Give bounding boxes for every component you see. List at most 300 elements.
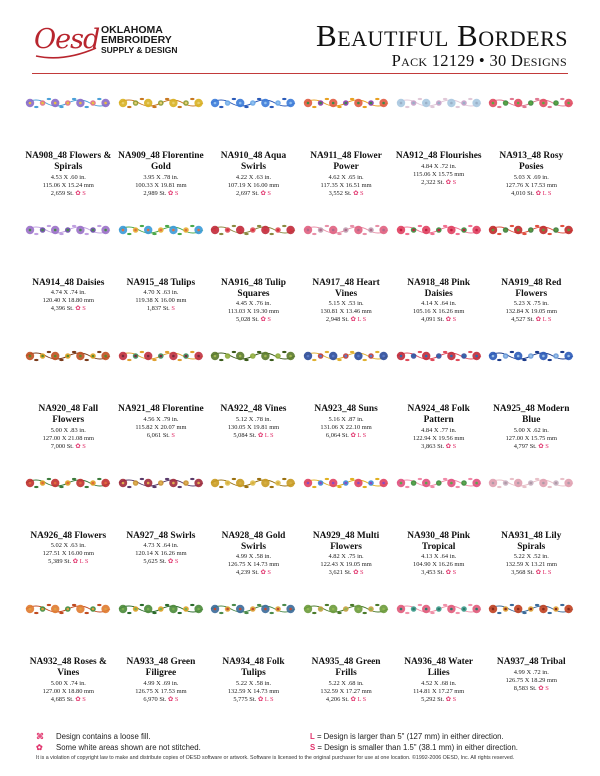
design-name [115, 404, 208, 440]
design-title: NA916_48 Tulip Squares [221, 277, 286, 299]
design-stitch-line [487, 190, 576, 198]
design-size-in: 4.45 X .76 in. [235, 300, 272, 307]
design-card [392, 475, 485, 602]
loose-fill-icon: ⌘ [36, 732, 44, 741]
design-size-mm: 132.59 X 14.73 mm [227, 687, 280, 695]
design-card [392, 95, 485, 222]
design-name [207, 531, 300, 578]
design-size-in: 4.53 X .60 in. [50, 173, 86, 181]
design-name [207, 278, 300, 325]
design-specs [302, 553, 391, 578]
design-flags: ✿ S [75, 442, 86, 450]
design-title: NA937_48 Tribal [496, 657, 566, 667]
design-card [300, 95, 393, 222]
design-stitch-line [394, 316, 483, 324]
design-name [392, 404, 485, 451]
design-flags: ✿ L S [535, 316, 552, 324]
design-stitches: 4,206 St. [325, 695, 349, 703]
design-name [115, 657, 208, 704]
legend-white-text: Some white areas shown are not stitched. [56, 743, 201, 752]
design-stitch-line [302, 696, 391, 704]
design-card [22, 348, 115, 475]
border-preview-icon [303, 222, 389, 238]
design-specs [487, 174, 576, 199]
design-card [485, 601, 578, 728]
design-name [115, 151, 208, 198]
design-stitch-line [117, 696, 206, 704]
design-stitch-line [487, 443, 576, 451]
design-stitch-line [24, 558, 113, 566]
design-flags: S [171, 305, 175, 313]
design-title: NA925_48 Modern Blue [493, 404, 570, 425]
design-stitches: 4,239 St. [235, 569, 259, 577]
border-preview-icon [396, 348, 482, 364]
design-size-mm: 127.00 X 18.80 mm [42, 687, 94, 695]
design-stitch-line [209, 190, 298, 198]
design-flags: ✿ L S [535, 189, 552, 197]
design-title: NA911_48 Flower Power [310, 151, 382, 172]
design-size-in: 5.02 X .63 in. [50, 542, 86, 549]
design-title: NA914_48 Daisies [32, 277, 105, 288]
design-card [207, 475, 300, 602]
design-flags: ✿ S [445, 442, 457, 450]
design-title: NA915_48 Tulips [126, 277, 196, 288]
design-size-mm: 114.81 X 17.27 mm [413, 687, 465, 695]
logo-text [101, 25, 178, 55]
design-card [300, 222, 393, 349]
white-area-icon: ✿ [36, 743, 43, 752]
design-title: NA912_48 Flourishes [395, 151, 482, 161]
design-name [207, 657, 300, 704]
design-card [485, 475, 578, 602]
design-size-in: 4.73 X .64 in. [143, 542, 179, 549]
design-size-in: 5.22 X .52 in. [513, 553, 549, 560]
design-title: NA928_48 Gold Swirls [221, 530, 286, 552]
design-size-mm: 131.06 X 22.10 mm [320, 423, 372, 431]
design-stitch-line [302, 569, 391, 577]
design-flags: ✿ S [167, 189, 179, 197]
design-size-mm: 127.76 X 17.53 mm [505, 181, 557, 189]
design-card [22, 95, 115, 222]
design-flags: ✿ S [538, 442, 549, 450]
design-size-mm: 127.00 X 21.08 mm [42, 434, 94, 442]
border-preview-icon [25, 348, 111, 364]
design-flags: S [171, 431, 175, 439]
design-flags: ✿ S [260, 316, 271, 324]
design-row [22, 601, 578, 728]
design-specs [394, 163, 483, 188]
design-flags: ✿ S [353, 189, 364, 197]
design-size-in: 5.00 X .74 in. [50, 679, 86, 687]
design-stitches: 8,583 St. [513, 684, 537, 692]
design-card [392, 222, 485, 349]
design-stitches: 2,659 St. [50, 189, 74, 197]
design-stitch-line [302, 190, 391, 198]
legend-large [310, 731, 518, 742]
design-flags: ✿ S [353, 569, 364, 577]
design-row [22, 475, 578, 602]
border-preview-icon [210, 95, 296, 111]
design-size-mm: 122.43 X 19.05 mm [320, 561, 372, 569]
design-name [392, 151, 485, 187]
border-preview-icon [396, 222, 482, 238]
design-size-in: 5.22 X .58 in. [235, 679, 272, 687]
design-specs [117, 680, 206, 705]
design-size-in: 5.00 X .62 in. [513, 426, 549, 434]
design-name [300, 278, 393, 325]
border-preview-icon [118, 475, 204, 491]
design-card [392, 601, 485, 728]
border-preview-icon [303, 348, 389, 364]
design-title: NA932_48 Roses & Vines [29, 657, 107, 678]
design-size-in: 4.84 X .77 in. [421, 426, 457, 434]
page-title: Beautiful Borders [316, 18, 568, 53]
design-title: NA927_48 Swirls [126, 530, 196, 541]
design-title: NA922_48 Vines [220, 404, 287, 414]
legend-loose-text: Design contains a loose fill. [56, 732, 151, 741]
border-preview-icon [488, 95, 574, 111]
design-stitch-line [487, 569, 576, 577]
design-size-in: 4.99 X .69 in. [143, 679, 179, 687]
border-preview-icon [210, 222, 296, 238]
design-row [22, 95, 578, 222]
logo-mark: Oesd [34, 24, 100, 55]
design-stitch-line [487, 316, 576, 324]
design-size-in: 4.56 X .79 in. [143, 415, 179, 423]
border-preview-icon [396, 95, 482, 111]
design-name [300, 151, 393, 198]
design-size-in: 4.13 X .64 in. [421, 553, 457, 560]
design-flags: ✿ S [445, 316, 457, 324]
design-size-in: 5.03 X .69 in. [513, 173, 549, 181]
design-stitch-line [24, 443, 113, 451]
design-card [115, 475, 208, 602]
design-title: NA926_48 Flowers [30, 530, 107, 541]
design-name [115, 278, 208, 314]
design-specs [394, 680, 483, 705]
design-specs [487, 300, 576, 325]
design-size-mm: 126.75 X 14.73 mm [227, 561, 280, 569]
design-size-in: 3.95 X .78 in. [143, 173, 179, 181]
design-size-mm: 119.38 X 16.00 mm [135, 297, 187, 305]
legend-right [310, 731, 518, 753]
design-card [207, 348, 300, 475]
design-specs [302, 300, 391, 325]
design-flags: ✿ S [75, 695, 86, 703]
design-flags: ✿ L S [350, 431, 367, 439]
design-name [22, 657, 115, 704]
design-title: NA910_48 Aqua Swirls [220, 151, 287, 172]
design-card [207, 601, 300, 728]
design-size-mm: 105.16 X 16.26 mm [413, 308, 465, 316]
design-size-in: 5.12 X .78 in. [235, 415, 272, 423]
design-card [300, 348, 393, 475]
design-flags: ✿ S [260, 189, 271, 197]
border-preview-icon [303, 475, 389, 491]
design-row [22, 348, 578, 475]
design-specs [24, 542, 113, 567]
design-stitches: 4,797 St. [513, 442, 537, 450]
design-specs [487, 427, 576, 452]
border-preview-icon [25, 601, 111, 617]
design-stitch-line [394, 179, 483, 187]
border-preview-icon [303, 95, 389, 111]
design-title: NA919_48 Red Flowers [501, 277, 562, 299]
design-card [22, 222, 115, 349]
design-name [207, 151, 300, 198]
design-stitches: 3,863 St. [421, 442, 445, 450]
design-size-in: 4.70 X .63 in. [143, 289, 179, 296]
design-size-in: 4.82 X .75 in. [328, 553, 364, 560]
legend-white [36, 742, 201, 753]
design-title: NA918_48 Pink Daisies [407, 277, 471, 299]
design-specs [209, 300, 298, 325]
design-specs [209, 553, 298, 578]
design-size-mm: 115.06 X 15.24 mm [42, 181, 94, 189]
design-stitches: 7,000 St. [50, 442, 74, 450]
design-title: NA924_48 Folk Pattern [407, 404, 470, 425]
design-specs [117, 542, 206, 567]
design-grid [22, 95, 578, 728]
design-specs [302, 416, 391, 441]
small-symbol: S [310, 743, 316, 752]
design-stitch-line [117, 558, 206, 566]
design-size-in: 4.99 X .58 in. [235, 553, 272, 560]
design-stitches: 2,989 St. [143, 189, 167, 197]
design-size-in: 4.14 X .64 in. [421, 300, 457, 307]
design-size-in: 4.74 X .74 in. [50, 289, 86, 296]
design-stitch-line [24, 696, 113, 704]
design-name [485, 657, 578, 693]
design-name [485, 278, 578, 325]
design-specs [117, 174, 206, 199]
design-size-mm: 127.00 X 15.75 mm [505, 434, 557, 442]
design-name [392, 657, 485, 704]
design-flags: ✿ L S [72, 558, 89, 566]
border-preview-icon [396, 475, 482, 491]
border-preview-icon [118, 222, 204, 238]
design-name [22, 278, 115, 314]
design-specs [302, 680, 391, 705]
design-flags: ✿ S [167, 558, 179, 566]
design-size-mm: 113.03 X 19.30 mm [227, 308, 280, 316]
border-preview-icon [210, 348, 296, 364]
design-specs [24, 680, 113, 705]
design-card [22, 475, 115, 602]
design-stitch-line [209, 432, 298, 440]
design-specs [394, 427, 483, 452]
design-card [207, 95, 300, 222]
design-stitch-line [302, 432, 391, 440]
design-size-mm: 100.33 X 19.81 mm [135, 181, 187, 189]
design-size-in: 4.52 X .68 in. [421, 679, 457, 687]
design-stitches: 6,970 St. [143, 695, 167, 703]
design-name [300, 404, 393, 440]
design-specs [117, 416, 206, 441]
design-stitches: 4,527 St. [511, 316, 535, 324]
border-preview-icon [118, 601, 204, 617]
design-name [392, 531, 485, 578]
design-size-in: 5.15 X .53 in. [328, 300, 364, 307]
design-size-mm: 126.75 X 17.53 mm [135, 687, 187, 695]
design-stitch-line [209, 569, 298, 577]
design-specs [394, 300, 483, 325]
legend-small [310, 742, 518, 753]
design-stitch-line [117, 305, 206, 313]
design-size-mm: 120.14 X 16.26 mm [135, 550, 187, 558]
design-card [300, 601, 393, 728]
design-card [485, 95, 578, 222]
design-title: NA930_48 Pink Tropical [407, 530, 471, 552]
design-stitches: 5,084 St. [233, 431, 257, 439]
design-size-mm: 130.81 X 13.46 mm [320, 308, 372, 316]
border-preview-icon [488, 348, 574, 364]
design-stitch-line [24, 190, 113, 198]
design-specs [487, 669, 576, 694]
design-size-in: 5.22 X .68 in. [328, 679, 364, 687]
design-size-mm: 132.59 X 13.21 mm [505, 561, 557, 569]
design-size-mm: 126.75 X 18.29 mm [505, 676, 557, 684]
design-title: NA934_48 Folk Tulips [222, 657, 285, 678]
border-preview-icon [25, 475, 111, 491]
border-preview-icon [25, 222, 111, 238]
design-size-mm: 104.90 X 16.26 mm [413, 561, 465, 569]
design-name [22, 404, 115, 451]
design-size-mm: 107.19 X 16.00 mm [227, 181, 280, 189]
design-flags: ✿ S [445, 569, 457, 577]
design-specs [24, 174, 113, 199]
design-card [207, 222, 300, 349]
design-stitches: 3,453 St. [421, 569, 445, 577]
design-title: NA921_48 Florentine [118, 404, 204, 414]
design-name [485, 404, 578, 451]
design-specs [24, 289, 113, 314]
design-size-mm: 132.84 X 19.05 mm [505, 308, 557, 316]
page-subtitle: Pack 12129 • 30 Designs [391, 51, 567, 70]
design-flags: ✿ S [75, 189, 86, 197]
design-stitch-line [394, 569, 483, 577]
border-preview-icon [25, 95, 111, 111]
legend-small-text: = Design is smaller than 1.5" (38.1 mm) in either direction. [317, 743, 518, 752]
design-stitches: 6,064 St. [325, 431, 349, 439]
design-size-in: 5.16 X .87 in. [328, 415, 364, 423]
design-name [485, 531, 578, 578]
design-flags: ✿ S [75, 305, 86, 313]
design-stitch-line [24, 305, 113, 313]
design-stitch-line [394, 443, 483, 451]
design-stitches: 4,396 St. [50, 305, 74, 313]
design-stitch-line [117, 190, 206, 198]
border-preview-icon [488, 601, 574, 617]
design-stitch-line [487, 685, 576, 693]
design-stitches: 6,061 St. [146, 431, 170, 439]
design-specs [487, 553, 576, 578]
design-card [300, 475, 393, 602]
design-card [392, 348, 485, 475]
design-flags: ✿ L S [350, 695, 367, 703]
design-title: NA935_48 Green Frills [311, 657, 381, 678]
design-title: NA920_48 Fall Flowers [38, 404, 99, 425]
design-stitches: 1,837 St. [146, 305, 170, 313]
design-specs [209, 174, 298, 199]
design-title: NA913_48 Rosy Posies [499, 151, 564, 172]
design-size-in: 5.23 X .75 in. [513, 300, 549, 307]
design-card [115, 601, 208, 728]
design-specs [209, 680, 298, 705]
design-flags: ✿ L S [535, 569, 552, 577]
design-name [115, 531, 208, 567]
legend-left [36, 731, 201, 753]
design-stitches: 2,322 St. [421, 178, 445, 186]
design-card [485, 348, 578, 475]
legend-large-text: = Design is larger than 5" (127 mm) in either direction. [316, 732, 504, 741]
design-flags: ✿ S [538, 684, 549, 692]
design-stitches: 4,010 St. [511, 189, 535, 197]
design-specs [209, 416, 298, 441]
design-stitches: 4,091 St. [421, 316, 445, 324]
design-title: NA933_48 Green Filigree [126, 657, 196, 678]
design-size-in: 5.00 X .83 in. [50, 426, 86, 434]
design-stitches: 5,389 St. [48, 558, 72, 566]
design-card [115, 95, 208, 222]
design-flags: ✿ S [445, 178, 457, 186]
design-name [207, 404, 300, 440]
design-stitch-line [209, 696, 298, 704]
design-flags: ✿ S [445, 695, 457, 703]
design-specs [24, 427, 113, 452]
design-flags: ✿ S [260, 569, 271, 577]
design-specs [394, 553, 483, 578]
logo-line-2: EMBROIDERY [101, 34, 172, 46]
design-size-mm: 132.59 X 17.27 mm [320, 687, 372, 695]
design-title: NA908_48 Flowers & Spirals [25, 151, 112, 172]
design-stitches: 3,552 St. [328, 189, 352, 197]
design-size-mm: 117.35 X 16.51 mm [320, 181, 372, 189]
border-preview-icon [210, 601, 296, 617]
design-size-mm: 122.94 X 19.56 mm [413, 434, 465, 442]
design-size-mm: 120.40 X 18.80 mm [42, 297, 94, 305]
border-preview-icon [303, 601, 389, 617]
design-stitches: 5,292 St. [421, 695, 445, 703]
logo-line-3: SUPPLY & DESIGN [101, 45, 178, 55]
design-card [115, 222, 208, 349]
design-flags: ✿ L S [257, 431, 274, 439]
design-title: NA931_48 Lily Spirals [501, 530, 562, 552]
design-name [392, 278, 485, 325]
design-name [300, 657, 393, 704]
design-flags: ✿ L S [350, 316, 367, 324]
design-flags: ✿ S [167, 695, 179, 703]
design-card [115, 348, 208, 475]
header-rule [32, 73, 568, 74]
design-title: NA909_48 Florentine Gold [118, 151, 204, 172]
border-preview-icon [118, 348, 204, 364]
design-title: NA936_48 Water Lilies [404, 657, 474, 678]
design-specs [117, 289, 206, 314]
design-size-in: 4.62 X .65 in. [328, 173, 364, 181]
border-preview-icon [118, 95, 204, 111]
legend-loose [36, 731, 201, 742]
design-size-mm: 115.82 X 20.07 mm [135, 423, 187, 431]
logo-line-1: OKLAHOMA [101, 24, 163, 36]
design-title: NA917_48 Heart Vines [312, 277, 380, 299]
design-size-in: 4.22 X .63 in. [235, 173, 272, 181]
design-size-in: 4.84 X .72 in. [421, 162, 457, 170]
design-name [300, 531, 393, 578]
design-title: NA929_48 Multi Flowers [312, 530, 380, 552]
design-stitch-line [117, 432, 206, 440]
design-stitches: 3,568 St. [511, 569, 535, 577]
